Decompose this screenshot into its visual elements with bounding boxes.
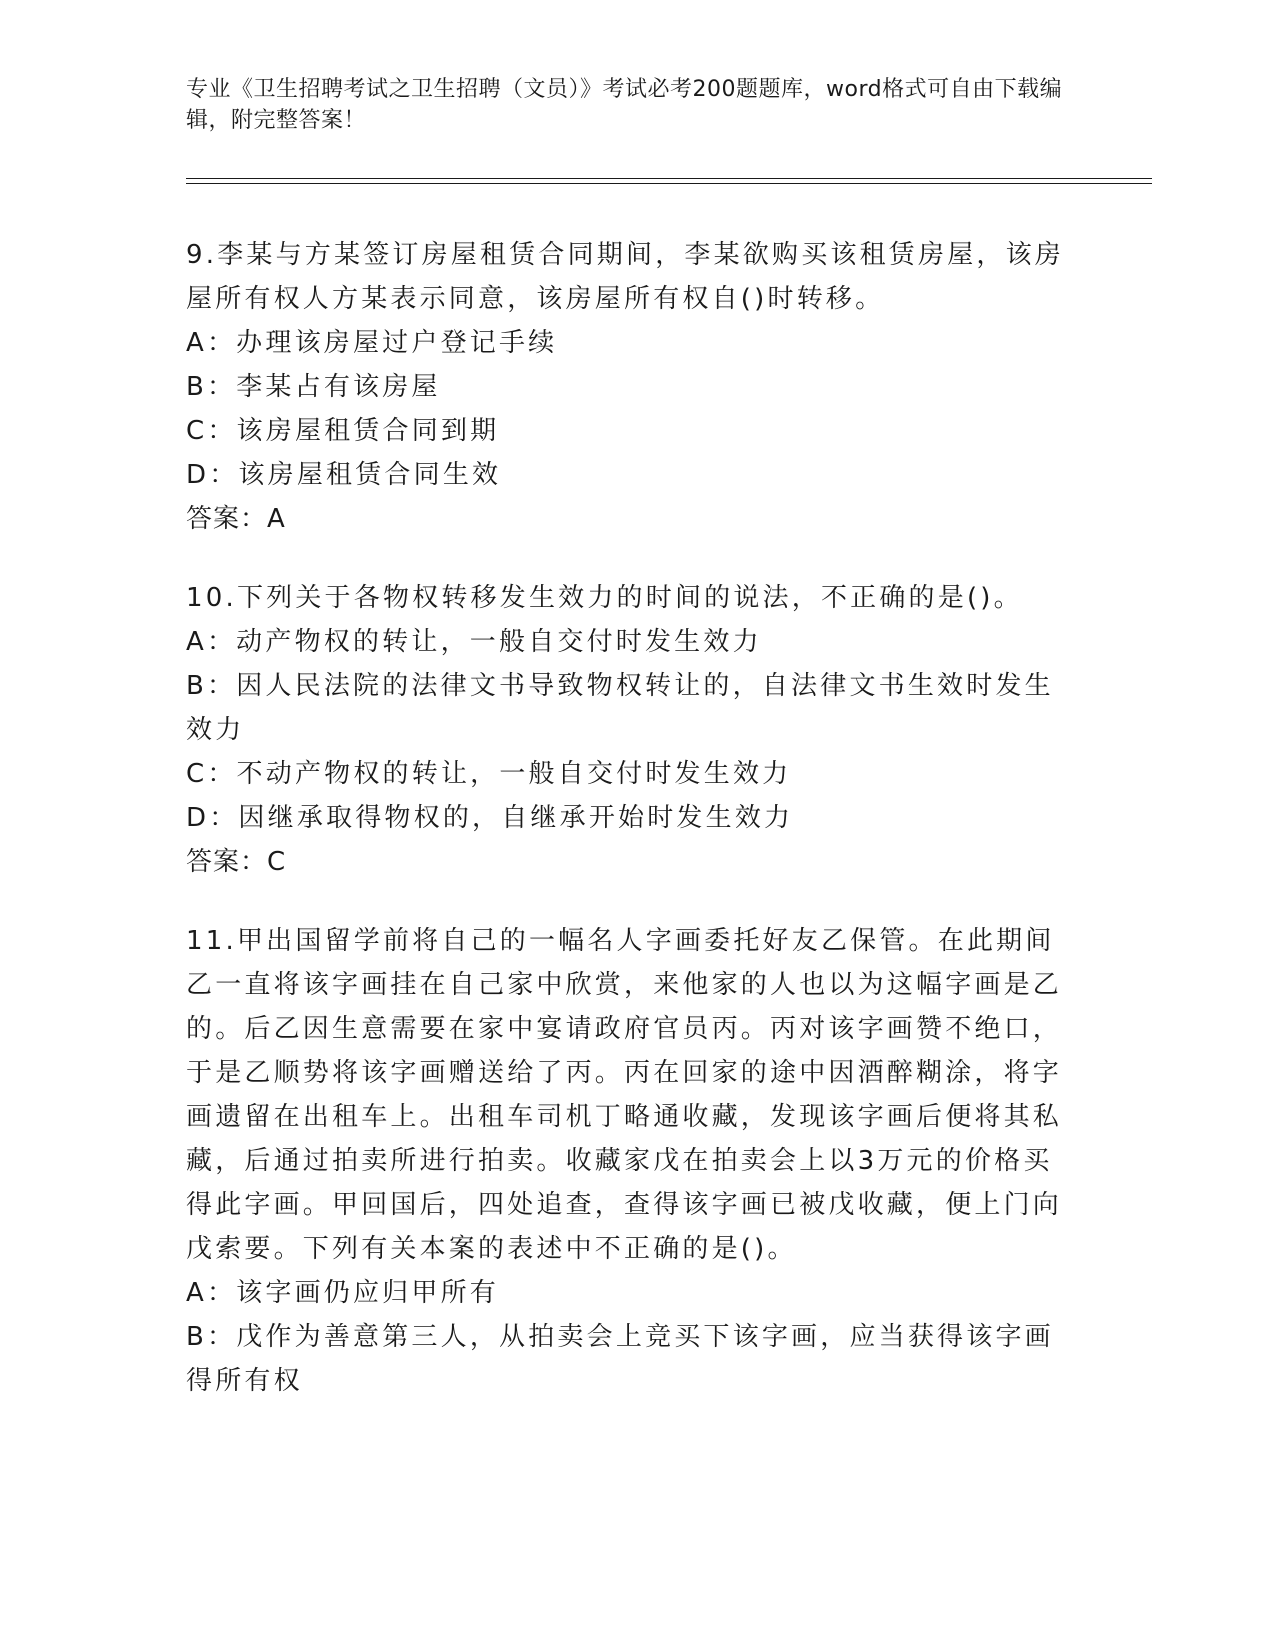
document-header: 专业《卫生招聘考试之卫生招聘（文员）》考试必考200题题库，word格式可自由下载编辑，附完整答案！: [186, 77, 1063, 133]
option-b: B：李某占有该房屋: [186, 372, 441, 402]
option-a: A：办理该房屋过户登记手续: [186, 328, 558, 358]
option-b: B：因人民法院的法律文书导致物权转让的，自法律文书生效时发生效力: [186, 671, 1054, 745]
answer: 答案：A: [186, 504, 286, 534]
option-d: D：该房屋租赁合同生效: [186, 460, 502, 490]
question-10: [186, 576, 1076, 884]
option-b: B：戊作为善意第三人，从拍卖会上竞买下该字画，应当获得该字画得所有权: [186, 1322, 1054, 1396]
question-11: [186, 919, 1076, 1403]
option-c: C：不动产物权的转让，一般自交付时发生效力: [186, 759, 792, 789]
option-c: C：该房屋租赁合同到期: [186, 416, 500, 446]
question-list: [186, 233, 1076, 1438]
question-9: [186, 233, 1076, 541]
question-text: 10.下列关于各物权转移发生效力的时间的说法，不正确的是()。: [186, 583, 1023, 613]
question-text: 11.甲出国留学前将自己的一幅名人字画委托好友乙保管。在此期间乙一直将该字画挂在自己家中欣赏，来他家的人也以为这幅字画是乙的。后乙因生意需要在家中宴请政府官员丙。丙对该字画赞不绝口，于是乙顺势将该字画赠送给了丙。丙在回家的途中因酒醉糊涂，将字画遗留在出租车上。出租车司机丁略通收藏，发现该字画后便将其私藏，后通过拍卖所进行拍卖。收藏家戊在拍卖会上以3万元的价格买得此字画。甲回国后，四处追查，查得该字画已被戊收藏，便上门向戊索要。下列有关本案的表述中不正确的是()。: [186, 926, 1063, 1264]
option-a: A：该字画仍应归甲所有: [186, 1278, 499, 1308]
answer: 答案：C: [186, 847, 287, 877]
question-text: 9.李某与方某签订房屋租赁合同期间，李某欲购买该租赁房屋，该房屋所有权人方某表示同意，该房屋所有权自()时转移。: [186, 240, 1065, 314]
option-a: A：动产物权的转让，一般自交付时发生效力: [186, 627, 762, 657]
header-rule-top: [186, 178, 1152, 179]
option-d: D：因继承取得物权的，自继承开始时发生效力: [186, 803, 794, 833]
header-rule-bottom: [186, 183, 1152, 184]
